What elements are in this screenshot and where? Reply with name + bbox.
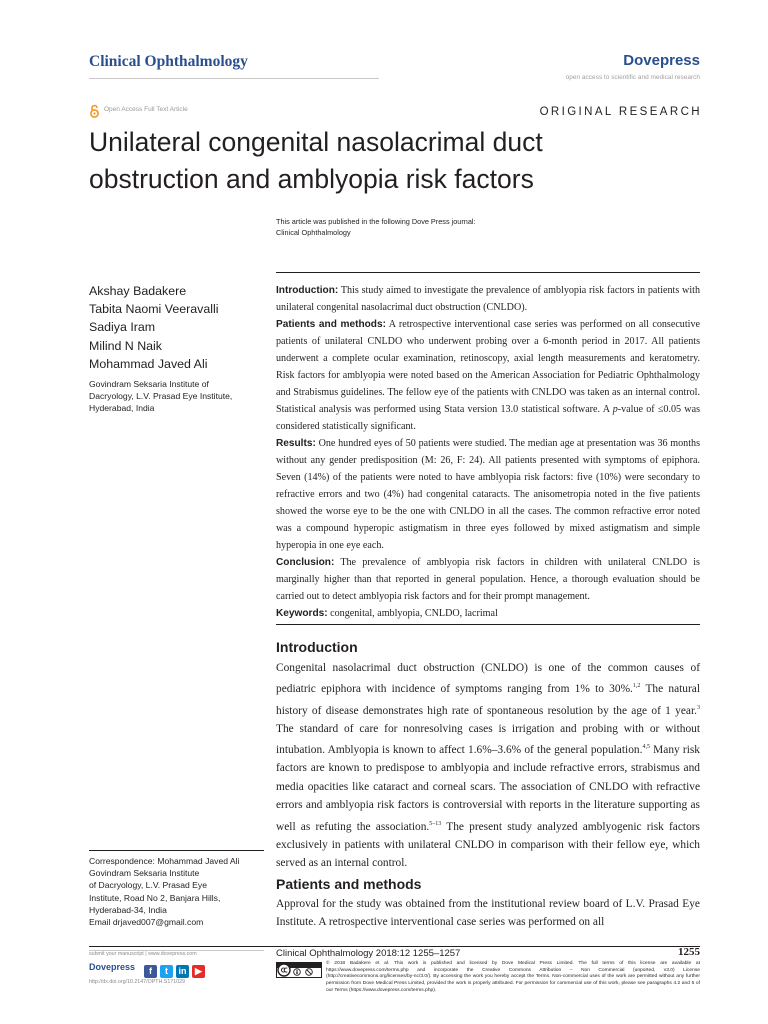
submit-manuscript-link[interactable]: submit your manuscript | www.dovepress.com (89, 951, 197, 957)
publication-note-line-1: This article was published in the following Dove Press journal: (276, 217, 476, 226)
journal-name[interactable]: Clinical Ophthalmology (89, 53, 248, 70)
affiliation-line: Dacryology, L.V. Prasad Eye Institute, (89, 391, 233, 402)
abstract-label: Introduction: (276, 285, 339, 296)
correspondence (89, 855, 269, 928)
citation-ref[interactable]: 3 (697, 704, 700, 711)
publisher-logo[interactable]: Dovepress (623, 52, 700, 69)
citation-ref[interactable]: 4,5 (642, 744, 650, 751)
correspondence-line: of Dacryology, L.V. Prasad Eye (89, 880, 207, 891)
abstract-methods (276, 316, 700, 435)
creative-commons-icon[interactable] (276, 962, 322, 978)
abstract-results (276, 435, 700, 554)
abstract-label: Conclusion: (276, 557, 335, 568)
abstract-text: The prevalence of amblyopia risk factors in children with unilateral CNLDO is marginally higher than that reported in general population. Hence, a thorough evaluation should be carried out to detect amblyopia risk factors and for their prompt management. (276, 557, 700, 602)
body-text: Many risk factors are known to predispose to amblyopia and include refractive errors, strabismus and media opacities like cataract and corneal scars. The association of CNLDO with refractive errors and amblyopia risk factors is controversial with reports in the literature supporting as well as refuting the association. (276, 744, 700, 833)
correspondence-line: Institute, Road No 2, Banjara Hills, (89, 892, 221, 903)
abstract-top-divider (276, 272, 700, 273)
abstract-text: A retrospective interventional case series was performed on all consecutive patients of unilateral CNLDO who underwent probing over a 6-month period in 2017. All patients underwent a complete ocular examination, retinoscopy, axial length measurements and keratometry. Risk factors for amblyopia were noted based on the American Association for Pediatric Ophthalmology and Strabismus guidelines. The fellow eye of the patients with CNLDO was taken as an internal control. Statistical analysis was performed using Stata version 13.0 statistical software. A (276, 319, 700, 415)
abstract-text: This study aimed to investigate the prevalence of amblyopia risk factors in patients with unilateral congenital nasolacrimal duct obstruction (CNLDO). (276, 285, 700, 313)
title-line-2: obstruction and amblyopia risk factors (89, 164, 534, 194)
open-access-label: Open Access Full Text Article (104, 106, 188, 113)
open-access-icon (89, 104, 100, 118)
linkedin-icon[interactable]: in (176, 965, 189, 978)
correspondence-line: Hyderabad-34, India (89, 904, 167, 915)
article-type: ORIGINAL RESEARCH (539, 106, 702, 118)
abstract-text: One hundred eyes of 50 patients were studied. The median age at presentation was 36 months without any gender predisposition (M: 26, F: 24). All patients presented with symptoms of epiphora. Seven (14%) of the patients were noted to have amblyopia risk factors: five (10%) were secondary to refractive errors and two (4%) had congenital cataracts. The anisometropia noted in the five patients showed the worse eye to be the one with CNLDO in all the cases. The common refractive error noted was a compound hyperopic astigmatism in three eyes followed by mixed astigmatism and simple hyperopia in one eye each. (276, 438, 700, 551)
youtube-icon[interactable]: ▶ (192, 965, 205, 978)
header-divider (89, 78, 379, 79)
correspondence-email[interactable]: Email drjaved007@gmail.com (89, 917, 204, 928)
page-number: 1255 (678, 946, 700, 958)
publication-note (276, 216, 476, 238)
abstract-text: congenital, amblyopia, CNLDO, lacrimal (330, 608, 498, 619)
twitter-icon[interactable]: t (160, 965, 173, 978)
abstract-label: Keywords: (276, 608, 328, 619)
abstract-keywords (276, 605, 700, 622)
p-value-symbol: p (612, 404, 618, 415)
affiliation-line: Govindram Seksaria Institute of (89, 379, 209, 389)
license-text: © 2018 Badakere et al. This work is published and licensed by Dove Medical Press Limited. The full terms of this license are available at https://www.dovepress.com/terms.php and incorporate the Creative Commons Attribution – Non Commercial (unported, v3.0) License (http://creativecommons.org/licenses/by-nc/3.0/). By accessing the work you hereby accept the Terms. Non-commercial uses of the work are permitted without any further permission from Dove Medical Press Limited, provided the work is properly attributed. For permission for commercial use of this work, please see paragraphs 4.2 and 5 of our Terms (https://www.dovepress.com/terms.php). (326, 961, 700, 993)
author[interactable]: Sadiya Iram (89, 320, 156, 335)
correspondence-line: Govindram Seksaria Institute (89, 868, 200, 879)
doi-link[interactable]: http://dx.doi.org/10.2147/OPTH.S171029 (89, 979, 185, 985)
correspondence-divider (89, 850, 264, 851)
body-text: The natural history of disease demonstrates high rate of spontaneous resolution by the age of 1 year. (276, 683, 701, 717)
abstract-text: -value of ≤0.05 was considered statistically significant. (276, 404, 700, 432)
methods-paragraph: Approval for the study was obtained from the institutional review board of L.V. Prasad Eye Institute. A retrospective interventional case series was performed on all (276, 898, 700, 929)
publication-note-journal[interactable]: Clinical Ophthalmology (276, 228, 351, 237)
introduction-paragraph (276, 659, 700, 873)
author[interactable]: Tabita Naomi Veeravalli (89, 302, 219, 317)
abstract (276, 282, 700, 622)
article-title (89, 124, 649, 198)
publisher-tagline: open access to scientific and medical research (565, 74, 700, 81)
author-list (89, 282, 218, 373)
body-text: Congenital nasolacrimal duct obstruction (CNLDO) is one of the common causes of pediatric epiphora with incidence of symptoms ranging from 1% to 30%. (276, 662, 700, 696)
author[interactable]: Milind N Naik (89, 338, 162, 353)
abstract-label: Patients and methods: (276, 319, 386, 330)
author[interactable]: Mohammad Javed Ali (89, 356, 208, 371)
abstract-conclusion (276, 554, 700, 605)
footer-publisher-logo[interactable]: Dovepress (89, 962, 136, 972)
body-text: The present study analyzed amblyogenic risk factors exclusively in patients with unilateral CNLDO in comparison with their fellow eye, which served as an internal control. (276, 820, 700, 870)
facebook-icon[interactable]: f (144, 965, 157, 978)
affiliation-line: Hyderabad, India (89, 403, 155, 414)
abstract-label: Results: (276, 438, 316, 449)
journal-citation: Clinical Ophthalmology 2018:12 1255–1257 (276, 948, 461, 959)
section-heading-introduction: Introduction (276, 639, 358, 655)
citation-ref[interactable]: 5–13 (429, 820, 442, 827)
title-line-1: Unilateral congenital nasolacrimal duct (89, 127, 543, 157)
social-links (144, 961, 208, 979)
citation-ref[interactable]: 1,2 (632, 683, 641, 690)
section-heading-methods: Patients and methods (276, 876, 422, 892)
abstract-bottom-divider (276, 624, 700, 625)
affiliation (89, 378, 264, 415)
author[interactable]: Akshay Badakere (89, 284, 187, 298)
correspondence-line: Correspondence: Mohammad Javed Ali (89, 856, 240, 866)
abstract-introduction (276, 282, 700, 316)
footer-divider (89, 946, 700, 947)
body-text: The standard of care for nonresolving cases is irrigation and probing with or without intubation. Amblyopia is known to affect 1.6%–3.6% of the general population. (276, 722, 700, 757)
